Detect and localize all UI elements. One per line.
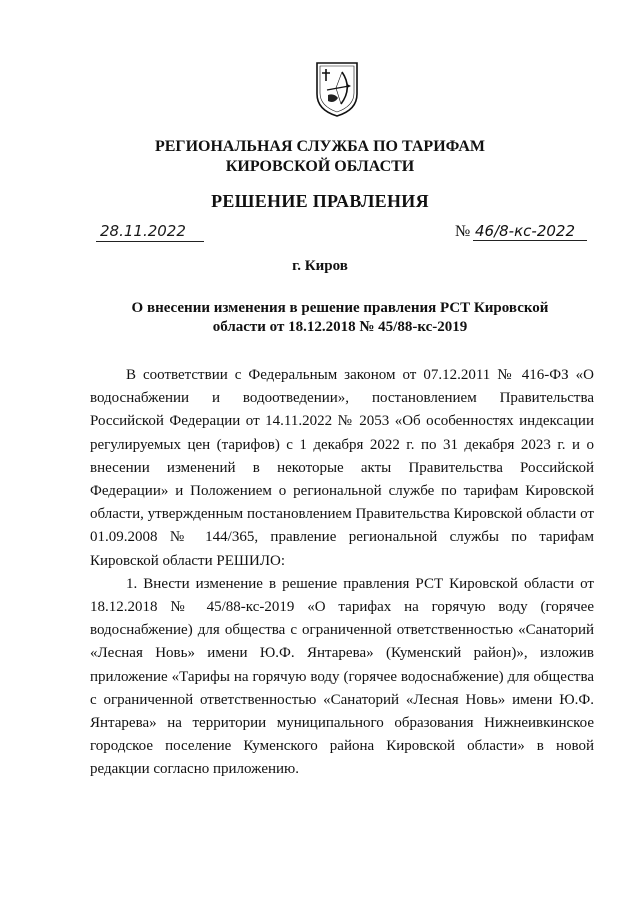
body-paragraph-2: 1. Внести изменение в решение правления РСТ Кировской области от 18.12.2018 № 45/88-кс-2019 «О тарифах на горячую воду (горячее водоснабжение) для общества с ограниченной ответственностью «Санаторий «Лесная Новь» имени Ю.Ф. Янтарева» (Куменский район)», изложив приложение «Тарифы на горячую воду (горячее водоснабжение) для общества с ограниченной ответственностью «Санаторий «Лесная Новь» имени Ю.Ф. Янтарева» на территории муниципального образования Нижнеивкинское городское поселение Куменского района Кировской области» в новой редакции согласно приложению. bbox=[90, 575, 594, 778]
organization-name bbox=[0, 137, 640, 177]
subject-line-1: О внесении изменения в решение правления РСТ Кировской bbox=[131, 300, 549, 316]
subject-line-2: области от 18.12.2018 № 45/88-кс-2019 bbox=[212, 319, 468, 335]
document-body bbox=[90, 364, 594, 782]
city-label: г. Киров bbox=[292, 258, 348, 274]
document-subject bbox=[118, 299, 562, 337]
org-line-1: РЕГИОНАЛЬНАЯ СЛУЖБА ПО ТАРИФАМ bbox=[154, 138, 486, 155]
body-paragraph-1: В соответствии с Федеральным законом от 07.12.2011 № 416-ФЗ «О водоснабжении и водоотведении», постановлением Правительства Российской Федерации от 14.11.2022 № 2053 «Об особенностях индексации регулируемых цен (тарифов) с 1 декабря 2022 г. по 31 декабря 2023 г. и о внесении изменений в некоторые акты Правительства Российской Федерации» и Положением о региональной службе по тарифам Кировской области, утвержденным постановлением Правительства Кировской области от 01.09.2008 № 144/365, правление региональной службы по тарифам Кировской области РЕШИЛО: bbox=[90, 367, 594, 569]
coat-of-arms-icon bbox=[314, 60, 360, 118]
number-sign: № bbox=[455, 223, 471, 240]
number-value: 46/8-кс-2022 bbox=[473, 222, 587, 241]
document-type-title: РЕШЕНИЕ ПРАВЛЕНИЯ bbox=[211, 191, 429, 211]
document-number bbox=[455, 222, 590, 241]
org-line-2: КИРОВСКОЙ ОБЛАСТИ bbox=[225, 158, 415, 175]
document-date: 28.11.2022 bbox=[96, 222, 204, 242]
